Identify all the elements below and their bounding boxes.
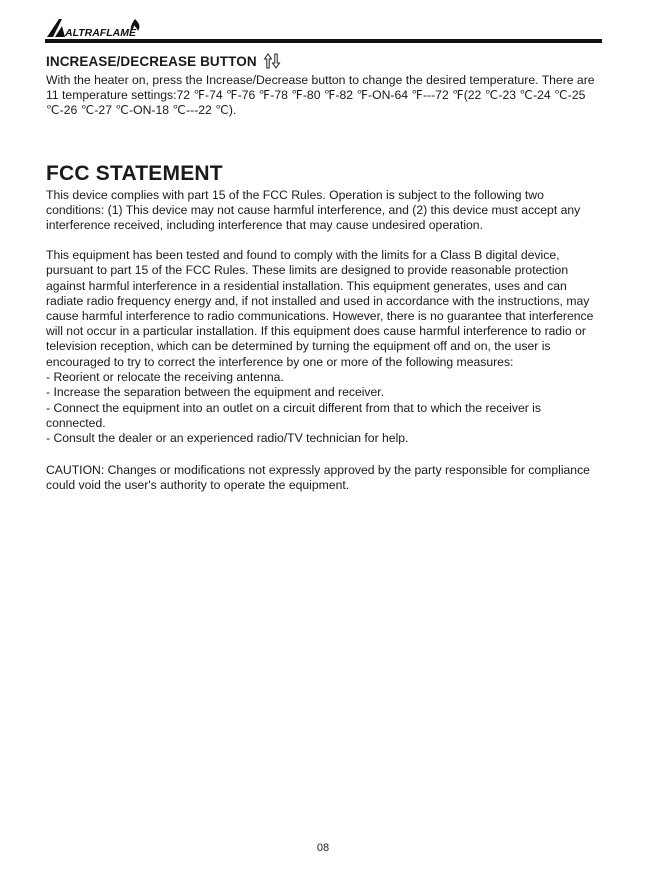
header-rule	[45, 39, 602, 43]
page-number: 08	[316, 842, 330, 854]
list-item: - Increase the separation between the equipment and receiver.	[46, 385, 385, 400]
measures-list	[46, 370, 602, 447]
list-item: - Connect the equipment into an outlet on a circuit different from that to which the receiver is connected.	[46, 400, 541, 431]
list-item: - Reorient or relocate the receiving antenna.	[46, 369, 284, 384]
section-heading	[46, 52, 602, 70]
page-header	[45, 17, 602, 45]
brand-logo	[45, 17, 145, 39]
caution-paragraph: CAUTION: Changes or modifications not expressly approved by the party responsible for compliance could void the user's authority to operate the equipment.	[46, 462, 590, 493]
up-down-arrows-icon	[263, 52, 281, 70]
section-title: INCREASE/DECREASE BUTTON	[46, 53, 257, 69]
page-content	[46, 52, 602, 493]
fcc-paragraph-compliance: This device complies with part 15 of the FCC Rules. Operation is subject to the following two conditions: (1) This device may not cause harmful interference, and (2) this device must accept any interference received, including interference that may cause undesired operation.	[46, 187, 581, 233]
fcc-statement-title: FCC STATEMENT	[46, 161, 223, 185]
list-item: - Consult the dealer or an experienced radio/TV technician for help.	[46, 431, 409, 446]
brand-logo-mark	[45, 17, 145, 39]
temperature-settings-text: With the heater on, press the Increase/Decrease button to change the desired temperature. There are 11 temperature settings:72 ℉-74 ℉-76 ℉-78 ℉-80 ℉-82 ℉-ON-64 ℉---72 ℉(22 ℃-23 ℃-24 ℃-25 ℃-26 ℃-27 ℃-ON-18 ℃---22 ℃).	[46, 73, 595, 118]
brand-logo-text: ALTRAFLAME	[65, 27, 136, 39]
fcc-paragraph-class-b: This equipment has been tested and found to comply with the limits for a Class B digital device, pursuant to part 15 of the FCC Rules. These limits are designed to provide reasonable protection against harmful interference in a residential installation. This equipment generates, uses and can radiate radio frequency energy and, if not installed and used in accordance with the instructions, may cause harmful interference to radio communications. However, there is no guarantee that interference will not occur in a particular installation. If this equipment does cause harmful interference to radio or television reception, which can be determined by turning the equipment off and on, the user is encouraged to try to correct the interference by one or more of the following measures:	[46, 248, 594, 369]
